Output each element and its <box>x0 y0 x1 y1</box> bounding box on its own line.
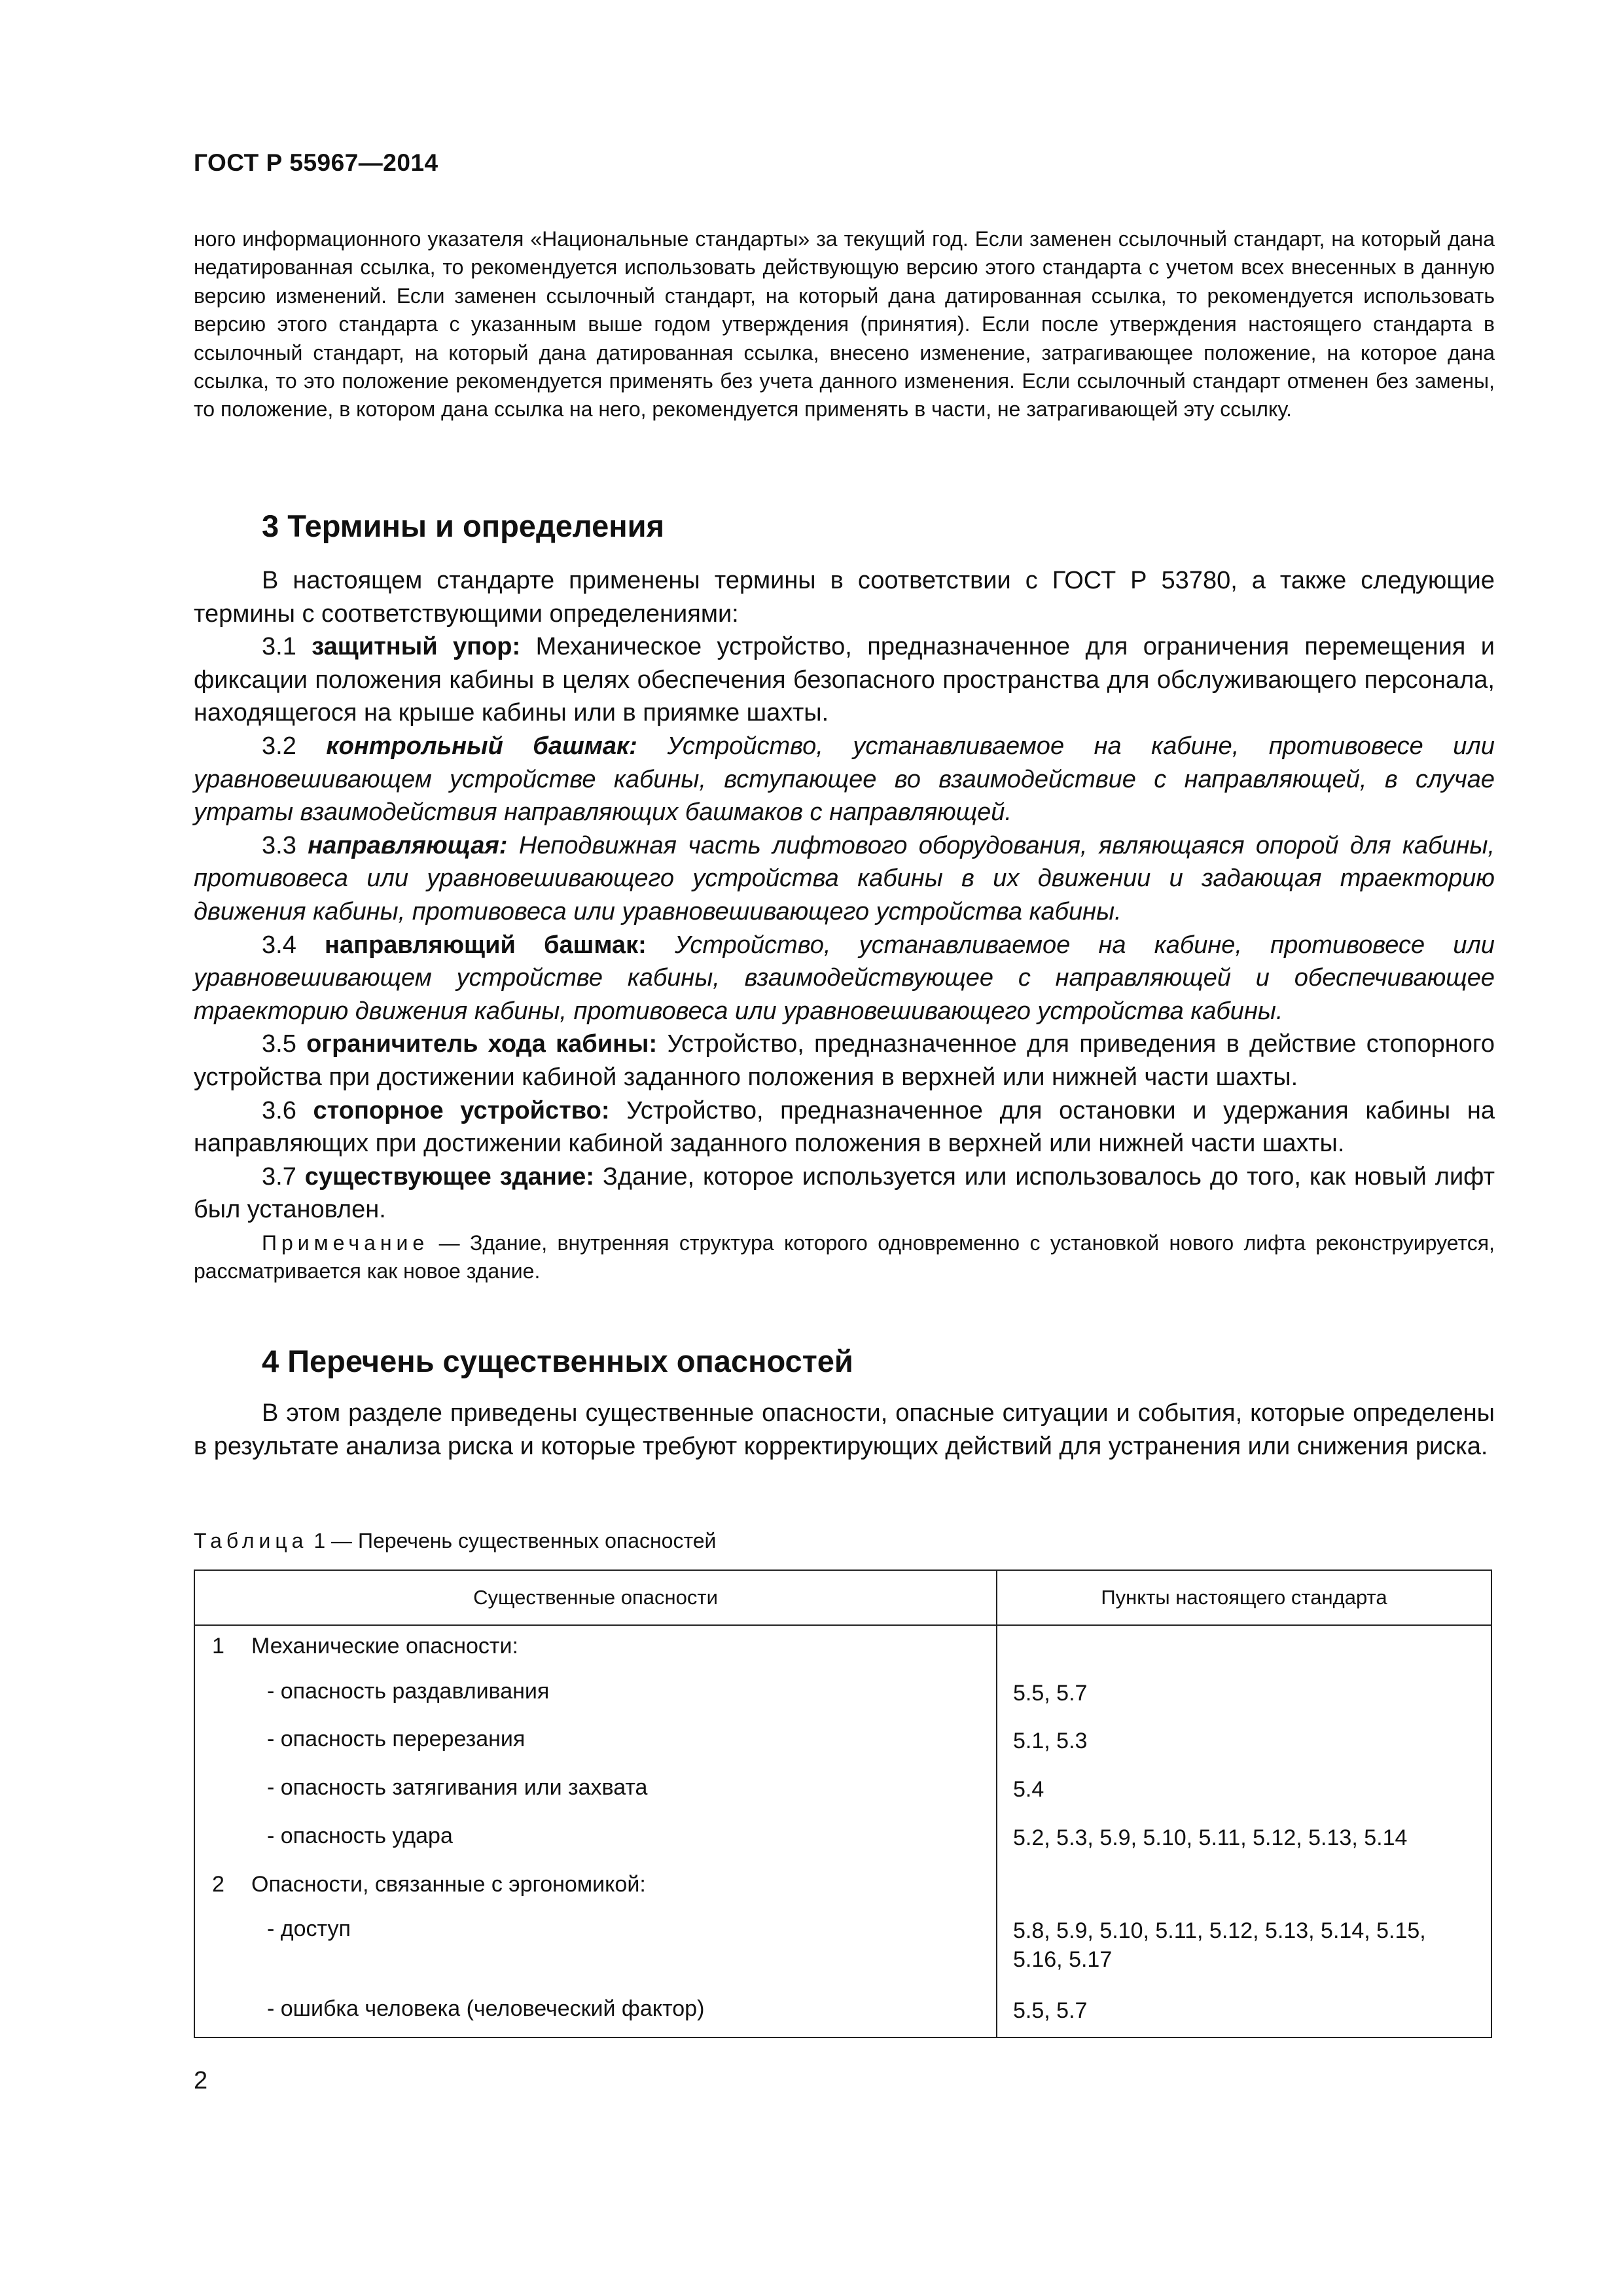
term-3-1 <box>194 630 1495 730</box>
term-name: ограничитель хода кабины: <box>306 1030 658 1058</box>
row-clauses: 5.2, 5.3, 5.9, 5.10, 5.11, 5.12, 5.13, 5.14 <box>997 1816 1491 1864</box>
row-hazard-text: - ошибка человека (человеческий фактор) <box>267 1996 705 2022</box>
row-hazard: Механические опасности: <box>238 1625 997 1671</box>
row-number: 2 <box>194 1864 238 1909</box>
term-definition: Механическое устройство, предназначенное для ограничения перемещения и фиксации положения кабины в целях обеспечения безопасного пространства для обслуживающего персонала, находящегося на крыше кабины или в приямке шахты. <box>194 633 1495 727</box>
term-number: 3.4 <box>262 931 296 959</box>
term-number: 3.7 <box>262 1162 296 1191</box>
term-name: защитный упор: <box>312 633 521 661</box>
row-hazard-text: - опасность перерезания <box>267 1727 526 1752</box>
term-number: 3.6 <box>262 1096 296 1124</box>
table-row <box>194 1816 1491 1864</box>
row-hazard-text: - опасность затягивания или захвата <box>267 1775 648 1801</box>
row-number <box>194 1671 238 1719</box>
term-name: стопорное устройство: <box>313 1096 610 1124</box>
row-hazard: Опасности, связанные с эргономикой: <box>238 1864 997 1909</box>
term-name: направляющая: <box>308 831 508 859</box>
terms-block <box>194 564 1495 1227</box>
terms-lead: В настоящем стандарте применены термины в соответствии с ГОСТ Р 53780, а также следующие термины с соответствующими определениями: <box>194 567 1495 628</box>
term-definition: Устройство, устанавливаемое на кабине, противовесе или уравновешивающем устройстве кабины, взаимодействующее с направляющей и обеспечивающее траекторию движения кабины, противовеса или уравновешивающего устройства кабины. <box>194 931 1495 1025</box>
table-row <box>194 1671 1491 1719</box>
row-clauses: 5.5, 5.7 <box>997 1988 1491 2037</box>
row-number <box>194 1816 238 1864</box>
table-row <box>194 1864 1491 1909</box>
term-definition: Здание, которое используется или использовалось до того, как новый лифт был установлен. <box>194 1162 1495 1224</box>
table-header-hazards: Существенные опасности <box>194 1570 997 1625</box>
row-hazard <box>238 1767 997 1816</box>
term-number: 3.2 <box>262 732 296 760</box>
row-number: 1 <box>194 1625 238 1671</box>
row-hazard <box>238 1671 997 1719</box>
table-row <box>194 1719 1491 1767</box>
page-number: 2 <box>194 2067 208 2094</box>
term-3-7 <box>194 1160 1495 1227</box>
table-row <box>194 1909 1491 1988</box>
row-hazard <box>238 1816 997 1864</box>
term-3-6 <box>194 1094 1495 1160</box>
row-number <box>194 1988 238 2037</box>
table-caption <box>194 1529 716 1553</box>
table-header-row <box>194 1570 1491 1625</box>
term-number: 3.1 <box>262 633 296 661</box>
row-hazard-text: - доступ <box>267 1916 351 1942</box>
row-clauses: 5.1, 5.3 <box>997 1719 1491 1767</box>
row-clauses <box>997 1864 1491 1909</box>
note-paragraph <box>194 1229 1495 1285</box>
row-number <box>194 1909 238 1988</box>
row-hazard <box>238 1719 997 1767</box>
table-row <box>194 1988 1491 2037</box>
table-caption-title: 1 — Перечень существенных опасностей <box>308 1529 717 1552</box>
term-name: направляющий башмак: <box>325 931 647 959</box>
term-3-2 <box>194 730 1495 829</box>
hazards-table <box>194 1570 1492 2038</box>
row-hazard <box>238 1909 997 1988</box>
document-header: ГОСТ Р 55967—2014 <box>194 149 438 176</box>
row-clauses: 5.5, 5.7 <box>997 1671 1491 1719</box>
term-definition: Неподвижная часть лифтового оборудования, являющаяся опорой для кабины, противовеса или уравновешивающего устройства кабины в их движении и задающая траекторию движения кабины, противовеса или уравновешивающего устройства кабины. <box>194 831 1495 925</box>
term-name: контрольный башмак: <box>326 732 637 760</box>
row-clauses: 5.8, 5.9, 5.10, 5.11, 5.12, 5.13, 5.14, 5.15, 5.16, 5.17 <box>997 1909 1491 1988</box>
term-name: существующее здание: <box>304 1162 594 1191</box>
term-number: 3.3 <box>262 831 296 859</box>
term-definition: Устройство, предназначенное для остановки и удержания кабины на направляющих при достижении кабиной заданного положения в верхней или нижней части шахты. <box>194 1096 1495 1158</box>
row-hazard <box>238 1988 997 2037</box>
term-3-4 <box>194 929 1495 1028</box>
note-text: — Здание, внутренняя структура которого одновременно с установкой нового лифта реконструируется, рассматривается как новое здание. <box>194 1231 1495 1283</box>
term-definition: Устройство, предназначенное для приведения в действие стопорного устройства при достижении кабиной заданного положения в верхней или нижней части шахты. <box>194 1030 1495 1091</box>
row-number <box>194 1767 238 1816</box>
table-header-clauses: Пункты настоящего стандарта <box>997 1570 1491 1625</box>
section-4-paragraph: В этом разделе приведены существенные опасности, опасные ситуации и события, которые определены в результате анализа риска и которые требуют корректирующих действий для устранения или снижения риска. <box>194 1399 1495 1460</box>
term-3-3 <box>194 829 1495 929</box>
table-row <box>194 1767 1491 1816</box>
note-label: Примечание <box>262 1231 429 1255</box>
term-3-5 <box>194 1028 1495 1094</box>
section-4-text <box>194 1397 1495 1463</box>
row-hazard-text: - опасность раздавливания <box>267 1678 550 1704</box>
row-clauses: 5.4 <box>997 1767 1491 1816</box>
term-definition: Устройство, устанавливаемое на кабине, противовесе или уравновешивающем устройстве кабины, вступающее во взаимодействие с направляющей, в случае утраты взаимодействия направляющих башмаков с направляющей. <box>194 732 1495 827</box>
table-caption-label: Таблица <box>194 1529 308 1552</box>
row-hazard-text: - опасность удара <box>267 1823 453 1849</box>
section-3-heading: 3 Термины и определения <box>262 509 664 543</box>
row-clauses <box>997 1625 1491 1671</box>
row-number <box>194 1719 238 1767</box>
section-4-heading: 4 Перечень существенных опасностей <box>262 1344 853 1378</box>
term-number: 3.5 <box>262 1030 296 1058</box>
table-row <box>194 1625 1491 1671</box>
intro-paragraph: ного информационного указателя «Национальные стандарты» за текущий год. Если заменен ссылочный стандарт, на который дана недатированная ссылка, то рекомендуется использовать действующую версию этого стандарта с учетом всех внесенных в данную версию изменений. Если заменен ссылочный стандарт, на который дана датированная ссылка, то рекомендуется использовать версию этого стандарта с указанным выше годом утверждения (принятия). Если после утверждения настоящего стандарта в ссылочный стандарт, на который дана датированная ссылка, внесено изменение, затрагивающее положение, на которое дана ссылка, то это положение рекомендуется применять без учета данного изменения. Если ссылочный стандарт отменен без замены, то положение, в котором дана ссылка на него, рекомендуется применять в части, не затрагивающей эту ссылку. <box>194 227 1495 422</box>
